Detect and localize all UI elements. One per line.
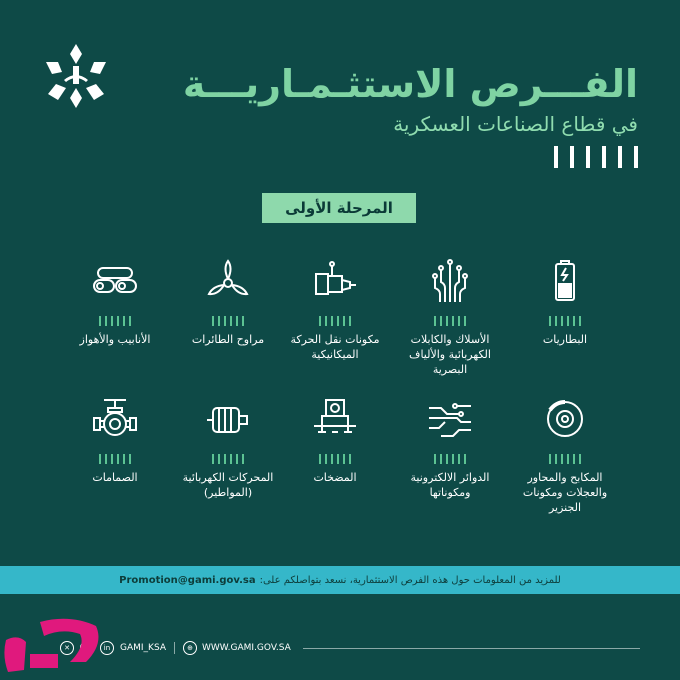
circuit-icon [427,396,473,442]
ticks [280,454,390,464]
x-icon[interactable]: ✕ [60,641,74,655]
item-label: المضخات [313,471,357,484]
pump-icon [312,396,358,442]
propeller-icon [205,258,251,304]
contact-email[interactable]: Promotion@gami.gov.sa [119,574,256,586]
item-transmission [280,258,390,362]
item-label: المكابح والمحاور والعجلات ومكونات الجنزير [522,471,608,514]
item-label: الدوائر الالكترونية ومكوناتها [410,471,490,499]
ticks [280,316,390,326]
item-valves [60,396,170,485]
item-propellers [173,258,283,347]
contact-text: للمزيد من المعلومات حول هذه الفرص الاستثمارية، نسعد بتواصلكم على: [259,574,561,586]
ticks [510,316,620,326]
ticks [395,316,505,326]
ticks [173,454,283,464]
item-circuits [395,396,505,500]
item-electric-motors [173,396,283,500]
globe-icon: ⊕ [183,641,197,655]
ticks [60,316,170,326]
brake-disc-icon [542,396,588,442]
ticks [395,454,505,464]
fiber-optic-icon [427,258,473,304]
item-label: الصمامات [92,471,138,484]
website-link[interactable]: WWW.GAMI.GOV.SA [202,643,291,653]
item-brakes [510,396,620,515]
item-cables [395,258,505,377]
item-label: البطاريات [542,333,588,346]
social-handle[interactable]: GAMI_KSA [120,643,166,653]
ticks [510,454,620,464]
item-label: مراوح الطائرات [191,333,265,346]
electric-motor-icon [205,396,251,442]
decorative-bars [554,146,638,168]
linkedin-icon[interactable]: in [100,641,114,655]
ticks [173,316,283,326]
footer-line [303,648,640,649]
phase-badge: المرحلة الأولى [262,193,416,223]
item-label: الأسلاك والكابلات الكهربائية والألياف البصرية [409,333,491,376]
item-label: المحركات الكهربائية (المواطير) [182,471,274,499]
item-pumps [280,396,390,485]
item-batteries [510,258,620,347]
ticks [60,454,170,464]
divider [174,642,175,654]
transmission-icon [312,258,358,304]
contact-band [0,566,680,594]
item-label: مكونات نقل الحركة الميكانيكية [290,333,380,361]
item-label: الأنابيب والأهواز [79,333,151,346]
watermark-logo [0,610,110,680]
valve-icon [92,396,138,442]
gami-logo [40,40,112,112]
contacts-bar [60,640,640,656]
item-pipes [60,258,170,347]
battery-icon [542,258,588,304]
page-title: الفـــرص الاستثـمـاريـــة [182,62,638,106]
page-subtitle: في قطاع الصناعات العسكرية [393,112,638,136]
pipes-icon [92,258,138,304]
